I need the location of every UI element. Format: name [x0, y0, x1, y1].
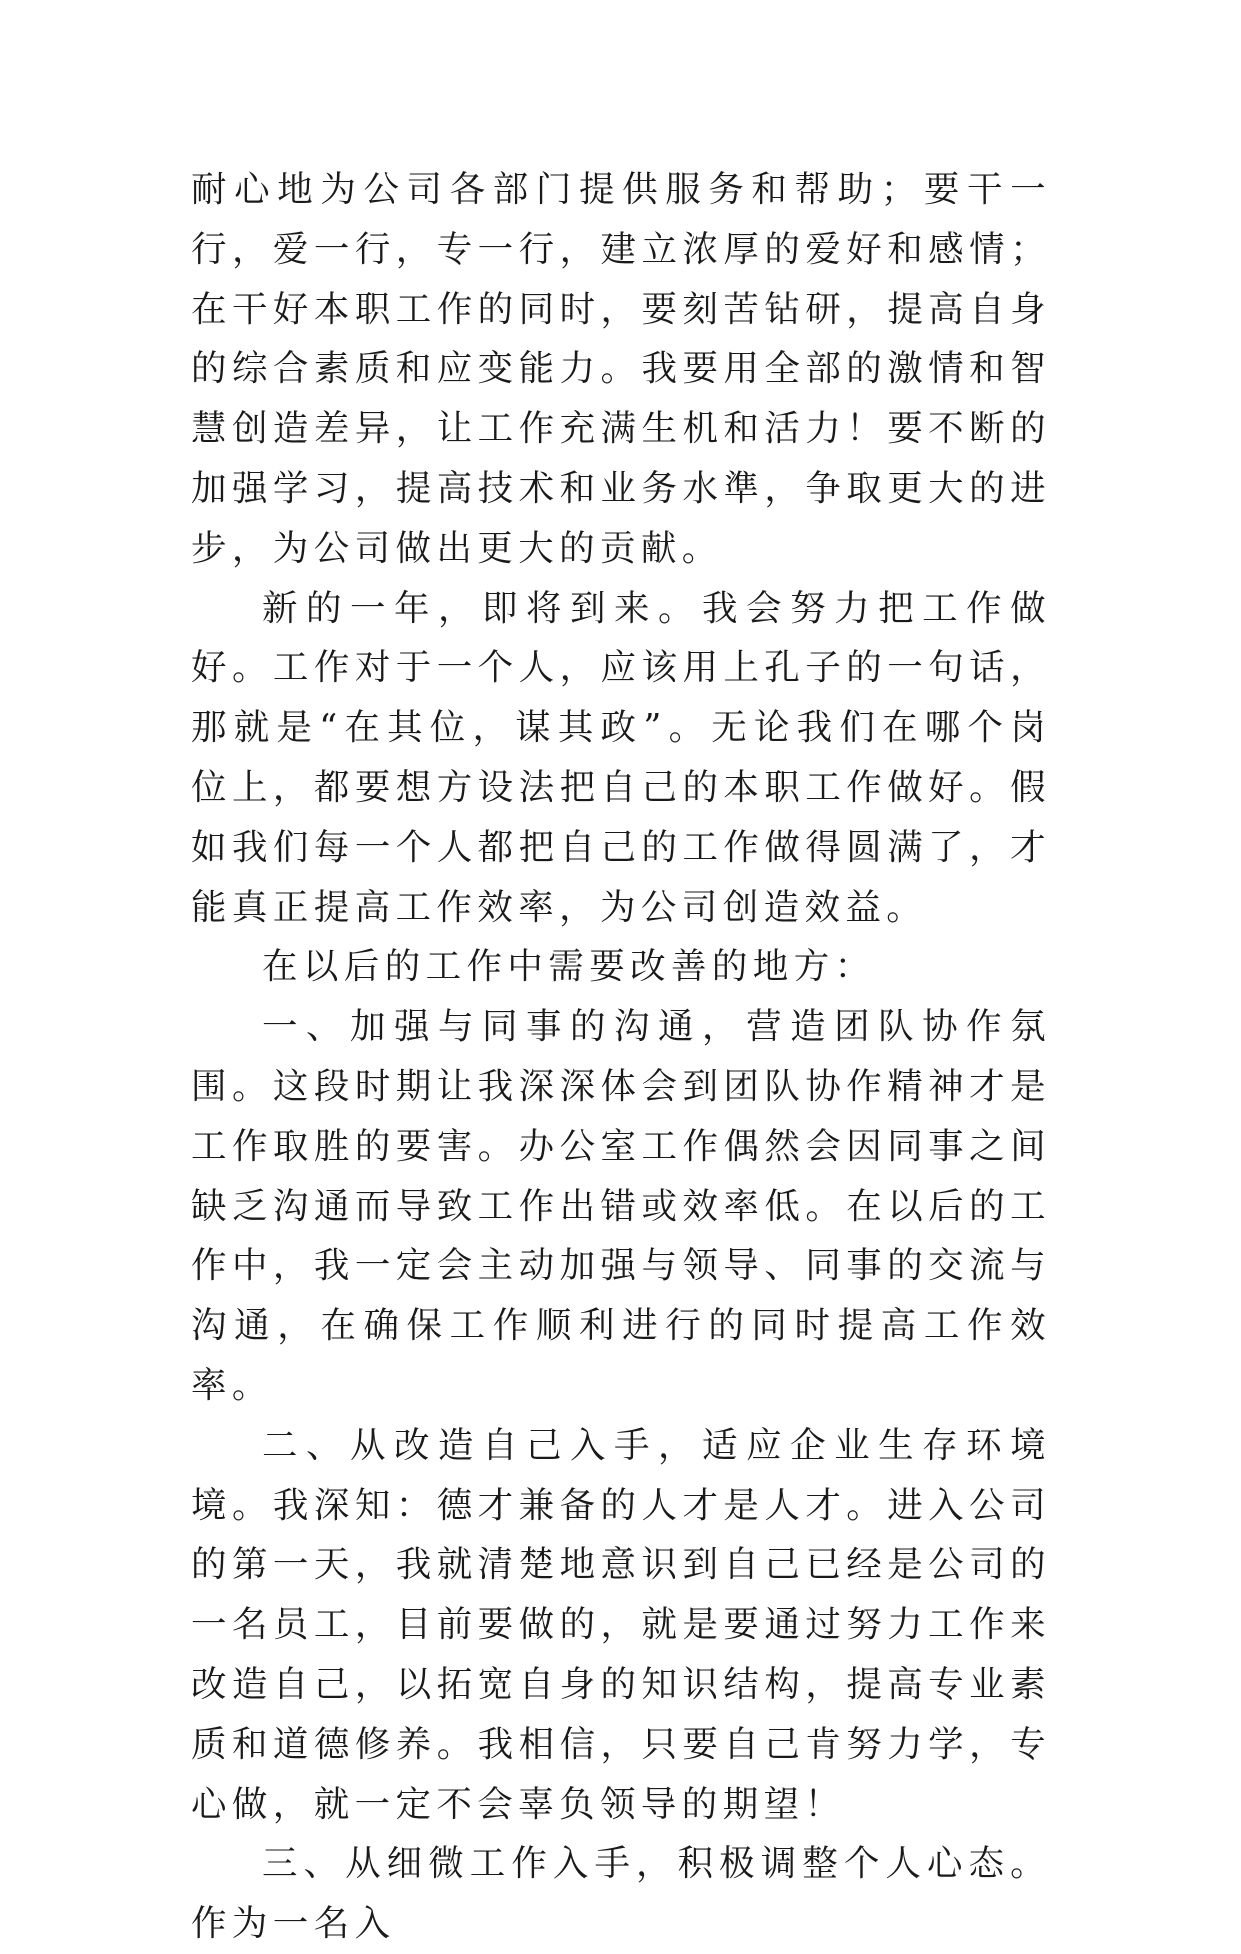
paragraph-3: 在以后的工作中需要改善的地方：: [262, 946, 876, 988]
paragraph-5: 二、从改造自己入手，适应企业生存环境境。我深知：德才兼备的人才是人才。进入公司的第一天，我就清楚地意识到自己已经是公司的一名员工，目前要做的，就是要通过努力工作来改造自己，以拓宽自身的知识结构，提高专业素质和道德修养。我相信，只要自己肯努力学，专心做，就一定不会辜负领导的期望！: [191, 1424, 1051, 1825]
paragraph-1: 耐心地为公司各部门提供服务和帮助；要干一行，爱一行，专一行，建立浓厚的爱好和感情；在干好本职工作的同时，要刻苦钻研，提高自身的综合素质和应变能力。我要用全部的激情和智慧创造差异，让工作充满生机和活力！要不断的加强学习，提高技术和业务水準，争取更大的进步，为公司做出更大的贡献。: [191, 169, 1051, 569]
paragraph-4: 一、加强与同事的沟通，营造团队协作氛围。这段时期让我深深体会到团队协作精神才是工作取胜的要害。办公室工作偶然会因同事之间缺乏沟通而导致工作出错或效率低。在以后的工作中，我一定会主动加强与领导、同事的交流与沟通，在确保工作顺利进行的同时提高工作效率。: [191, 1006, 1051, 1406]
paragraph-6: 三、从细微工作入手，积极调整个人心态。作为一名入: [191, 1843, 1051, 1945]
paragraph-2: 新的一年，即将到来。我会努力把工作做好。工作对于一个人，应该用上孔子的一句话，那就是“在其位，谋其政”。无论我们在哪个岗位上，都要想方设法把自己的本职工作做好。假如我们每一个人都把自己的工作做得圆满了，才能真正提高工作效率，为公司创造效益。: [191, 587, 1051, 928]
document-body: [191, 160, 1051, 1954]
